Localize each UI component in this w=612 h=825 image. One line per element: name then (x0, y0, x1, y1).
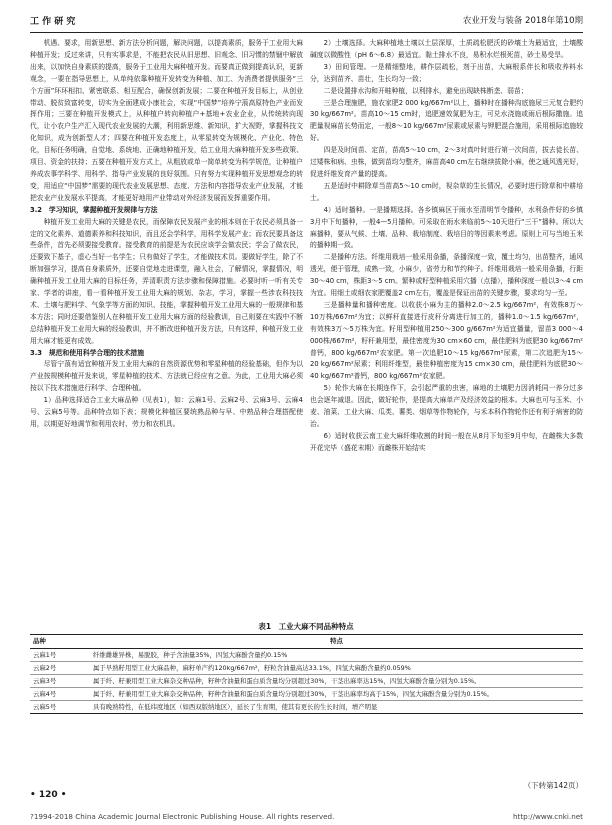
left-column (30, 38, 303, 431)
table-row (30, 662, 583, 675)
variety-name-cell: 云麻4号 (30, 688, 90, 701)
table-header-variety: 品种 (30, 635, 90, 649)
right-column (310, 38, 583, 455)
table-row (30, 688, 583, 701)
variety-feature-cell: 属于纤、籽兼用型工业大麻杂交种品种，籽种含油量和蛋白质含量均分别超过30%，干茎出麻率均高于15%，四氢大麻酚含量分别为0.15%。 (90, 688, 583, 701)
table-row (30, 701, 583, 714)
body-paragraph: 1）品种选择适合工业大麻品种（见表1），如：云麻1号、云麻2号、云麻3号、云麻4号、云麻5号等。品种特点如下表；规模化种植区要统熟品种与早、中熟品种合理搭配使用，以期更好地调节和利用农时、劳力和农机具。 (30, 396, 303, 428)
page-number: • 120 • (30, 790, 67, 800)
body-paragraph: 机遇、要求，用新思想、新方法分析问题，解决问题，以提高素质，服务于工业用大麻种植开发；反过来讲，只有实事求是，不能把农民从旧思想、旧观念、旧习惯的禁锢中解放出来，以加快自身素质的提高，服务于工业用大麻种植开发。而要真正做到提高认识，更新观念，一要在指导思想上，从单纯依靠种植开发转变为种植、加工、为消费者提供服务“三个方面”环环相扣、紧密联系、相互配合，确保创新发展；二要在种植开发目标上，从创业带动、脱贫致富转变，切实为全面建成小康社会，实现“中国梦”培养宁蒗高原特色产业而发挥作用；三要在种植开发模式上，从种植户转向种植户+基地+农业企业，从传统转向现代，让小农户生产汇入现代农业发展的大潮，利用新思维、新知识，扩大视野，掌握科技文化知识，成为创新型人才；四要在种植开发态度上，从零星转变为规模化、产业化、特色化，目标任务明确，自觉地、系统地、正确地种植开发，给工业用大麻种植开发多些政策、项目、资金的扶持；五要在种植开发方式上，从粗放或单一简单转变为科学规范，让种植户养成农事学科学、用科学、指导产业发展的良好氛围。只有努力实现种植开发思想观念的转变，用适应“中国梦”需要的现代农业发展思想、态度、方法和内容指导农业产业发展，才能把农业产业发展水平提高，才能更好地用产业带动对外经济发展而发挥重要作用。 (30, 39, 303, 202)
variety-name-cell: 云麻5号 (30, 701, 90, 714)
page-header (30, 10, 583, 33)
variety-name-cell: 云麻2号 (30, 662, 90, 675)
table-row (30, 649, 583, 662)
variety-name-cell: 云麻3号 (30, 675, 90, 688)
body-paragraph: 四是及时间苗、定苗，苗高5～10 cm，2～3对真叶时进行第一次间苗，拔去徒长苗、过矮株和病、虫株，做到苗均匀整齐，麻苗高40 cm左右继续拔除小麻，使之通风透光好，促进纤维发育产量的提高。 (310, 146, 583, 178)
body-paragraph: 五是适时中耕除草当苗高5～10 cm时，视杂草的生长情况，必要时进行除草和中耕培土。 (310, 181, 583, 202)
variety-feature-cell: 属于纤、籽兼用型工业大麻杂交种品种，籽种含油量和蛋白质含量均分别超过30%，干茎出麻率达15%，四氢大麻酚含量分别为0.15%。 (90, 675, 583, 688)
variety-table (30, 634, 583, 714)
table-header-features: 特点 (90, 635, 583, 649)
footer-url[interactable]: http://www.cnki.net (512, 812, 583, 821)
body-paragraph: 尽管宁蒗有适宜种植开发工业用大麻的自然资源优势和零星种植的经验基础，但作为以产业按规模种植开发来说，零星种植的技术、方法就已经应有之意。为此，工业用大麻必须按以下技术措施进行科学、合理种植。 (30, 360, 303, 393)
section-heading: 3.2 学习知识，掌握种植开发规律与方法 (30, 205, 158, 214)
variety-feature-cell: 具有晚熟特性，在低纬度地区（如西双版纳地区），延长了生育期，使其有更长的生长时间，增产明显 (90, 701, 583, 714)
table-caption: 表1 工业大麻不同品种特点 (258, 622, 354, 631)
variety-feature-cell: 纤维雌雄异株，易脱胶，种子含油量35%，四氢大麻酚含量约0.15% (90, 649, 583, 662)
body-paragraph: 4）适时播种。一是播期选择。各乡镇麻区于雨水至清明节令播种，水利条件好的乡镇3月中下旬播种，一般4—5月播种。可采取在雨水来临前5～10天进行“三干”播种。所以大麻播种，要从气候、土壤、品种、栽培制度、栽培目的等因素来考虑。原则上可与当地玉米的播种期一致。 (310, 205, 583, 250)
body-paragraph: 5）轮作大麻在长期连作下，会引起严重的虫害，麻地的土壤肥力因消耗同一养分过多也会逐年减退。因此，做好轮作，是提高大麻单产及经济效益的根本。大麻也可与玉米、小麦、油菜、工业大麻、瓜类、薯类、烟草等作物轮作，与禾本科作物轮作还有利于病害的防治。 (310, 384, 583, 428)
body-paragraph: 三是播种量和播种密度。以收获小麻为主的播种2.0～2.5 kg/667m²，有效株8万～10万株/667m²为宜；以鲜秆直接进行皮秆分离进行加工的，播种1.0～1.5 kg/667m²，有效株3万～5万株为宜。籽用型种植用250～300 g/667m²为适宜播量，留苗3 000～4 000株/667m²，籽秆兼用型，最佳密度为30 cm×60 cm，最佳肥料为底肥30 kg/667m²普钙，800 kg/667m²农家肥。第一次追肥10～15 kg/667m²尿素，第二次追肥为15～20 kg/667m²尿素；利用纤维型，最佳种植密度为15 cm×30 cm，最佳肥料为底肥30～40 kg/667m²普钙，800 kg/667m²农家肥。 (310, 300, 583, 381)
continuation-note: （下转第142页） (523, 781, 583, 790)
table-row (30, 675, 583, 688)
copyright-notice: ?1994-2018 China Academic Journal Electronic Publishing House. All rights reserved. (30, 812, 335, 821)
body-paragraph: 二是播种方法。纤维用栽培一般采用条播，条播深度一致，覆土均匀，出苗整齐，通风透光，便于管理，成熟一致，小麻少，省劳力和节约种子。纤维用栽培一般采用条播，行距30～40 cm，株距3～5 cm。繁种或籽型种植采用穴播（点播），播种深度一般以3～4 cm为宜。用细土或细农家肥覆盖2 cm左右，覆盖是保证出苗的关键步骤，要求均匀一至。 (310, 253, 583, 298)
body-paragraph: 3）田间管理。一是精细整地，耕作层疏松，剂于出苗，大麻根系伴长和吸收养料水分，达到苗齐、苗壮，生长均匀一致； (310, 62, 583, 83)
body-paragraph: 种植开发工业用大麻的关键是农民，而保障农民发展产业的根本则在于农民必须具备一定的文化素养、道德素养和科技知识，而且还会学科学，用科学发展产业；而农民要具备这些条件，首先必须要接受教育。接受教育的前提是为农民应该学会做农民；学会了做农民，还要致下基子，虚心当好一名学生；只有做好了学生，才能做技术员。要做好学生，除了不断加强学习，提高自身素质外，还要自觉地走进课堂，融入社会，了解情况，掌握情况，明确种植开发工业用大麻的目标任务，弄清职责方法步骤和保障措施。必要时听一听有关专家、学者的讲座，看一看种植开发工业用大麻的规划、杂志，学习，掌握一些涉农科技技术、土壤与肥料学、气象学等方面的知识、技能，掌握种植开发工业用大麻的一般规律和基本方法；同时还要借鉴别人在种植开发工业用大麻方面的经验教训，自己则要在实践中不断总结种植开发工业用大麻的经验教训，并不断改进种植开发方法，只有这样，种植开发工业用大麻才能更有成效。 (30, 217, 303, 345)
journal-issue: 农业开发与装备 2018年第10期 (462, 16, 583, 26)
variety-name-cell: 云麻1号 (30, 649, 90, 662)
body-paragraph: 2）土壤选择。大麻种植地土壤以土层深厚，土质疏松肥沃的砂壤土为最适宜，土壤酸碱度以微酸性（pH 6～6.8）最适宜。黏土排水不良，易积水烂根死苗，砂土易受旱。 (310, 39, 583, 59)
section-label: 工 作 研 究 (30, 17, 76, 27)
variety-feature-cell: 属于早熟籽用型工业大麻品种，麻籽单产约120kg/667m²，籽粒含油量高达33.1%，四氢大麻酚含量约0.059% (90, 662, 583, 675)
body-paragraph: 三是合理施肥，施农家肥2 000 kg/667m²以上，播种时在播种沟底施尿三元复合肥约30 kg/667m²。苗高10～15 cm时，追肥速效氮肥为主，可兑水浇施或雨后根际撒施。追肥量视麻苗长势而定，一般8～10 kg/667m²尿素或尿素与钾肥混合施用，采用根际追施较好。 (310, 98, 583, 143)
section-heading: 3.3 规范和使用科学合理的技术措施 (30, 348, 144, 357)
body-paragraph: 6）适时收获云南工业大麻纤维收割的时间一般在从8月下旬至9月中旬，在雌株大多数开花完毕（盛花末期）而雌株开始结实 (310, 431, 583, 452)
body-paragraph: 二是设置排水沟和开畦种植，以利排水，避免出现缺株断垄、弱苗； (323, 86, 528, 95)
